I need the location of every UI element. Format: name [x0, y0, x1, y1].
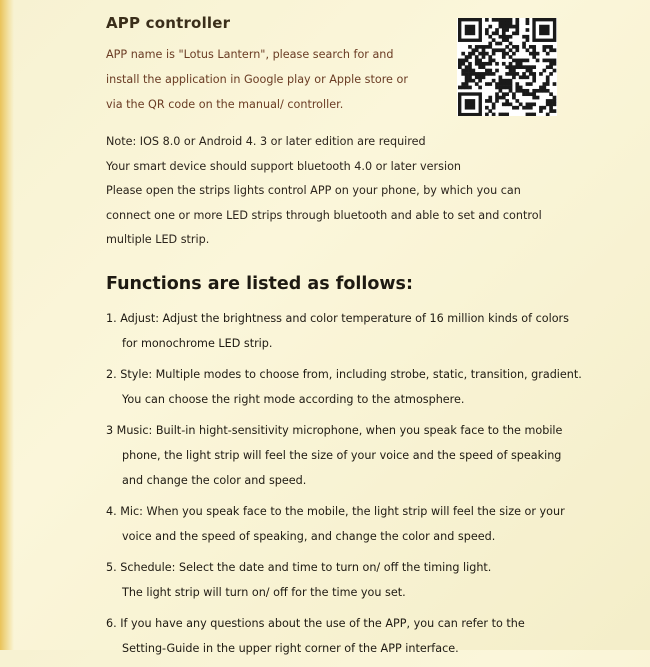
- function-item-schedule: [106, 555, 626, 605]
- app-description-line: APP name is "Lotus Lantern", please search for and: [106, 48, 394, 61]
- function-line: 1. Adjust: Adjust the brightness and color temperature of 16 million kinds of colors: [106, 312, 569, 325]
- function-line: and change the color and speed.: [122, 474, 307, 487]
- requirements-notes: [106, 130, 606, 253]
- function-line: Setting-Guide in the upper right corner of the APP interface.: [122, 642, 459, 655]
- function-line: phone, the light strip will feel the size of your voice and the speed of speaking: [122, 449, 562, 462]
- note-line: Note: IOS 8.0 or Android 4. 3 or later edition are required: [106, 135, 426, 148]
- note-line: Please open the strips lights control APP on your phone, by which you can: [106, 184, 521, 197]
- app-description-line: via the QR code on the manual/ controller.: [106, 98, 344, 111]
- function-line: The light strip will turn on/ off for the time you set.: [122, 586, 406, 599]
- function-line: 2. Style: Multiple modes to choose from, including strobe, static, transition, gradient.: [106, 368, 582, 381]
- qr-code-graphic: [457, 18, 557, 116]
- function-item-style: [106, 362, 626, 412]
- app-description-line: install the application in Google play or Apple store or: [106, 73, 408, 86]
- functions-heading: Functions are listed as follows:: [106, 274, 413, 294]
- note-line: connect one or more LED strips through bluetooth and able to set and control: [106, 208, 542, 222]
- function-item-music: [106, 418, 626, 493]
- function-line: 5. Schedule: Select the date and time to turn on/ off the timing light.: [106, 561, 492, 574]
- app-description: [106, 42, 436, 117]
- function-line: for monochrome LED strip.: [122, 337, 273, 350]
- function-item-mic: [106, 499, 626, 549]
- function-line: 3 Music: Built-in hight-sensitivity microphone, when you speak face to the mobile: [106, 424, 563, 437]
- qr-code-icon: [457, 18, 557, 116]
- note-line: multiple LED strip.: [106, 233, 210, 246]
- function-item-adjust: [106, 306, 626, 356]
- function-item-help: [106, 611, 626, 661]
- function-line: voice and the speed of speaking, and change the color and speed.: [122, 530, 496, 543]
- function-line: 6. If you have any questions about the use of the APP, you can refer to the: [106, 617, 525, 630]
- functions-list: [106, 306, 626, 667]
- app-controller-title: APP controller: [106, 14, 231, 32]
- function-line: 4. Mic: When you speak face to the mobile, the light strip will feel the size or your: [106, 505, 565, 518]
- function-line: You can choose the right mode according to the atmosphere.: [122, 393, 465, 406]
- note-line: Your smart device should support bluetooth 4.0 or later version: [106, 159, 461, 173]
